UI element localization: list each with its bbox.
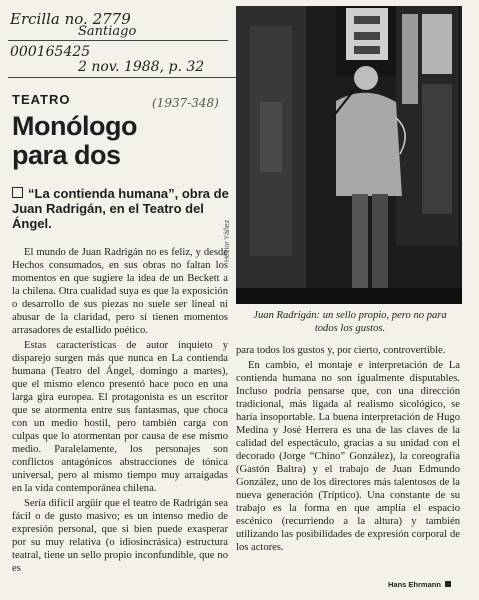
paragraph: Sería difícil argüir que el teatro de Radrigán sea fácil o de gusto masivo; es un intenso medio de expresión personal, que si bien puede exasperar por su muy relativa (o idiosincrásica) estructura teatral, tiene un sello propio inconfundible, que no es bbox=[12, 498, 228, 574]
subhead-text: “La contienda humana”, obra de Juan Radrigán, en el Teatro del Ángel. bbox=[12, 186, 229, 231]
handwritten-date: 2 nov. 1988, p. 32 bbox=[78, 59, 205, 75]
handwritten-place: Santiago bbox=[78, 24, 137, 39]
handwritten-source: Ercilla no. 2779 bbox=[10, 10, 131, 28]
article-photo bbox=[236, 6, 462, 304]
section-label: TEATRO bbox=[12, 92, 71, 107]
paragraph: Estas características de autor inquieto y disparejo surgen más que nunca en La contienda humana (Teatro del Ángel, domingo a martes), que el mismo elenco presentó hace poco en una larga gira europea. El protagonista es un escritor que se atormenta entre sus fantasmas, que choca con un medio hostil, pero también carga con culpas que lo atormentan por causa de ese mismo medio. Paralelamente, los personajes son conflictos antagónicos abstracciones de tónica universal, pero al mismo tiempo muy arraigadas en la vida contemporánea chilena. bbox=[12, 340, 228, 494]
handwritten-code: 000165425 bbox=[10, 44, 91, 60]
paragraph: En cambio, el montaje e interpretación de La contienda humana no son igualmente disputables. Incluso podría pensarse que, con una dirección tradicional, más ligada al realismo sicológico, se haría insoportable. La buena interpretación de Hugo Medina y José Herrera es una de las claves de la calidad del espectáculo, gracias a su unidad con el decorado (Jorge “Chino” González), la coreografía (Gastón Baltra) y el trabajo de Juan Edmundo González, uno de los directores más talentosos de la nueva generación (Tríptico). Una constante de su trabajo es la forma en que amplía el espacio escénico (recurriendo a la altura) y también utilizando las posibilidades de expresión corporal de los actores. bbox=[236, 360, 460, 553]
author-name: Hans Ehrmann bbox=[388, 580, 441, 589]
article-column-left bbox=[12, 246, 228, 577]
end-mark-icon bbox=[445, 581, 451, 587]
handwritten-ref: (1937-348) bbox=[152, 96, 219, 110]
article-column-right bbox=[236, 344, 460, 556]
byline bbox=[388, 580, 451, 589]
photo-caption: Juan Radrigán: un sello propio, pero no para todos los gustos. bbox=[253, 310, 447, 334]
paragraph: para todos los gustos y, por cierto, controvertible. bbox=[236, 345, 446, 356]
annotation-underline bbox=[8, 40, 228, 41]
article-headline: Monólogo para dos bbox=[12, 111, 137, 170]
paragraph: El mundo de Juan Radrigán no es feliz, y desde Hechos consumados, en sus obras no faltan los momentos en que sugiere la idea de un Beckett a la chilena. Otra cualidad suya es que la exposición o desarrollo de sus piezas no suele ser lineal ni abusar de la claridad, pero sí tienen momentos arrasadores de estallido poético. bbox=[12, 247, 228, 336]
photo-illustration bbox=[236, 6, 462, 304]
checkbox-icon bbox=[12, 187, 23, 198]
annotation-underline bbox=[8, 77, 236, 78]
article-subhead bbox=[12, 186, 234, 231]
photo-credit: Héctor Yáñez bbox=[224, 219, 231, 262]
